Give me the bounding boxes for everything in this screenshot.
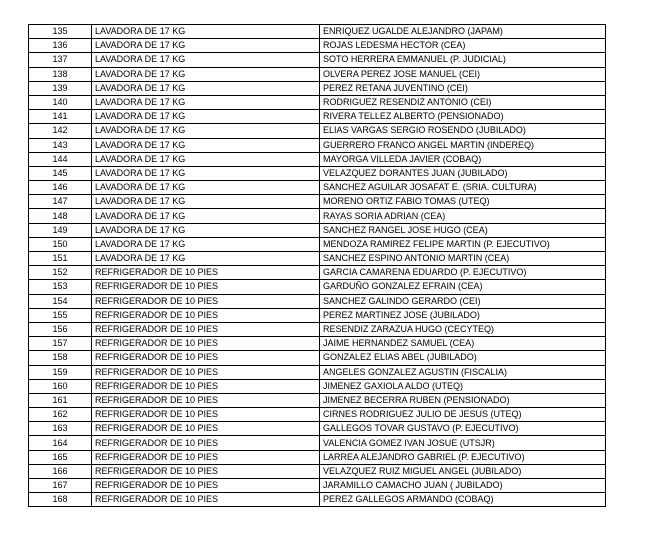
row-item: REFRIGERADOR DE 10 PIES (92, 436, 320, 450)
row-item: LAVADORA DE 17 KG (92, 152, 320, 166)
row-number: 143 (29, 138, 92, 152)
table-row (29, 365, 606, 379)
row-name: SANCHEZ ESPINO ANTONIO MARTIN (CEA) (320, 252, 606, 266)
row-name: ENRIQUEZ UGALDE ALEJANDRO (JAPAM) (320, 25, 606, 39)
row-name: JIMENEZ GAXIOLA ALDO (UTEQ) (320, 379, 606, 393)
row-name: MORENO ORTIZ FABIO TOMAS (UTEQ) (320, 195, 606, 209)
row-item: LAVADORA DE 17 KG (92, 237, 320, 251)
row-name: SANCHEZ RANGEL JOSE HUGO (CEA) (320, 223, 606, 237)
row-item: REFRIGERADOR DE 10 PIES (92, 351, 320, 365)
row-item: REFRIGERADOR DE 10 PIES (92, 408, 320, 422)
row-item: REFRIGERADOR DE 10 PIES (92, 280, 320, 294)
row-item: REFRIGERADOR DE 10 PIES (92, 450, 320, 464)
row-name: RAYAS SORIA ADRIAN (CEA) (320, 209, 606, 223)
row-number: 164 (29, 436, 92, 450)
row-item: REFRIGERADOR DE 10 PIES (92, 393, 320, 407)
row-number: 137 (29, 53, 92, 67)
row-number: 147 (29, 195, 92, 209)
row-number: 139 (29, 81, 92, 95)
row-item: LAVADORA DE 17 KG (92, 223, 320, 237)
table-row (29, 422, 606, 436)
table-row (29, 81, 606, 95)
table-row (29, 209, 606, 223)
row-number: 152 (29, 266, 92, 280)
row-number: 145 (29, 166, 92, 180)
table-row (29, 351, 606, 365)
row-name: VALENCIA GOMEZ IVAN JOSUE (UTSJR) (320, 436, 606, 450)
row-name: CIRNES RODRIGUEZ JULIO DE JESUS (UTEQ) (320, 408, 606, 422)
row-name: GONZALEZ ELIAS ABEL (JUBILADO) (320, 351, 606, 365)
row-item: LAVADORA DE 17 KG (92, 53, 320, 67)
table-row (29, 493, 606, 507)
row-number: 165 (29, 450, 92, 464)
row-name: JARAMILLO CAMACHO JUAN ( JUBILADO) (320, 479, 606, 493)
row-number: 161 (29, 393, 92, 407)
row-item: REFRIGERADOR DE 10 PIES (92, 266, 320, 280)
row-name: MAYORGA VILLEDA JAVIER (COBAQ) (320, 152, 606, 166)
row-item: LAVADORA DE 17 KG (92, 39, 320, 53)
table-row (29, 266, 606, 280)
row-name: PEREZ GALLEGOS ARMANDO (COBAQ) (320, 493, 606, 507)
table-row (29, 181, 606, 195)
row-item: LAVADORA DE 17 KG (92, 195, 320, 209)
row-number: 160 (29, 379, 92, 393)
row-number: 136 (29, 39, 92, 53)
row-number: 151 (29, 252, 92, 266)
row-number: 154 (29, 294, 92, 308)
row-item: REFRIGERADOR DE 10 PIES (92, 379, 320, 393)
row-name: LARREA ALEJANDRO GABRIEL (P. EJECUTIVO) (320, 450, 606, 464)
row-number: 146 (29, 181, 92, 195)
row-number: 166 (29, 464, 92, 478)
row-name: VELAZQUEZ RUIZ MIGUEL ANGEL (JUBILADO) (320, 464, 606, 478)
row-name: ANGELES GONZALEZ AGUSTIN (FISCALIA) (320, 365, 606, 379)
row-name: GARDUÑO GONZALEZ EFRAIN (CEA) (320, 280, 606, 294)
row-item: LAVADORA DE 17 KG (92, 25, 320, 39)
row-item: LAVADORA DE 17 KG (92, 81, 320, 95)
table-row (29, 308, 606, 322)
table-row (29, 67, 606, 81)
row-item: LAVADORA DE 17 KG (92, 252, 320, 266)
row-item: REFRIGERADOR DE 10 PIES (92, 493, 320, 507)
table-row (29, 464, 606, 478)
row-number: 162 (29, 408, 92, 422)
row-name: GALLEGOS TOVAR GUSTAVO (P. EJECUTIVO) (320, 422, 606, 436)
row-item: LAVADORA DE 17 KG (92, 209, 320, 223)
row-item: LAVADORA DE 17 KG (92, 166, 320, 180)
row-number: 158 (29, 351, 92, 365)
row-item: REFRIGERADOR DE 10 PIES (92, 365, 320, 379)
row-number: 140 (29, 95, 92, 109)
row-number: 163 (29, 422, 92, 436)
table-row (29, 95, 606, 109)
row-name: VELAZQUEZ DORANTES JUAN (JUBILADO) (320, 166, 606, 180)
row-name: RODRIGUEZ RESENDIZ ANTONIO (CEI) (320, 95, 606, 109)
row-name: SANCHEZ GALINDO GERARDO (CEI) (320, 294, 606, 308)
row-number: 144 (29, 152, 92, 166)
table-row (29, 252, 606, 266)
table-row (29, 53, 606, 67)
table-row (29, 322, 606, 336)
table-body (29, 25, 606, 507)
table-row (29, 39, 606, 53)
row-name: MENDOZA RAMIREZ FELIPE MARTIN (P. EJECUTIVO) (320, 237, 606, 251)
row-number: 142 (29, 124, 92, 138)
row-item: REFRIGERADOR DE 10 PIES (92, 322, 320, 336)
row-number: 150 (29, 237, 92, 251)
row-item: REFRIGERADOR DE 10 PIES (92, 308, 320, 322)
table-row (29, 223, 606, 237)
row-number: 141 (29, 110, 92, 124)
row-number: 155 (29, 308, 92, 322)
row-number: 138 (29, 67, 92, 81)
row-item: LAVADORA DE 17 KG (92, 95, 320, 109)
row-item: REFRIGERADOR DE 10 PIES (92, 422, 320, 436)
row-item: LAVADORA DE 17 KG (92, 138, 320, 152)
table-row (29, 450, 606, 464)
table-row (29, 294, 606, 308)
row-number: 149 (29, 223, 92, 237)
row-name: PEREZ RETANA JUVENTINO (CEI) (320, 81, 606, 95)
table-row (29, 110, 606, 124)
table-row (29, 195, 606, 209)
row-name: RIVERA TELLEZ ALBERTO (PENSIONADO) (320, 110, 606, 124)
row-item: REFRIGERADOR DE 10 PIES (92, 464, 320, 478)
row-name: GUERRERO FRANCO ANGEL MARTIN (INDEREQ) (320, 138, 606, 152)
row-number: 159 (29, 365, 92, 379)
table-row (29, 280, 606, 294)
table-row (29, 124, 606, 138)
row-name: JAIME HERNANDEZ SAMUEL (CEA) (320, 337, 606, 351)
row-item: REFRIGERADOR DE 10 PIES (92, 294, 320, 308)
table-row (29, 379, 606, 393)
row-item: LAVADORA DE 17 KG (92, 67, 320, 81)
row-number: 168 (29, 493, 92, 507)
row-item: LAVADORA DE 17 KG (92, 181, 320, 195)
row-number: 148 (29, 209, 92, 223)
table-row (29, 166, 606, 180)
table-row (29, 25, 606, 39)
row-item: REFRIGERADOR DE 10 PIES (92, 337, 320, 351)
row-item: LAVADORA DE 17 KG (92, 124, 320, 138)
table-row (29, 237, 606, 251)
row-name: JIMENEZ BECERRA RUBEN (PENSIONADO) (320, 393, 606, 407)
row-number: 156 (29, 322, 92, 336)
table-row (29, 337, 606, 351)
row-name: RESENDIZ ZARAZUA HUGO (CECYTEQ) (320, 322, 606, 336)
row-number: 153 (29, 280, 92, 294)
table-row (29, 436, 606, 450)
table-row (29, 393, 606, 407)
row-number: 135 (29, 25, 92, 39)
row-name: ROJAS LEDESMA HECTOR (CEA) (320, 39, 606, 53)
row-name: ELIAS VARGAS SERGIO ROSENDO (JUBILADO) (320, 124, 606, 138)
row-name: SOTO HERRERA EMMANUEL (P. JUDICIAL) (320, 53, 606, 67)
row-item: REFRIGERADOR DE 10 PIES (92, 479, 320, 493)
table-row (29, 408, 606, 422)
row-name: GARCIA CAMARENA EDUARDO (P. EJECUTIVO) (320, 266, 606, 280)
row-name: PEREZ MARTINEZ JOSE (JUBILADO) (320, 308, 606, 322)
row-item: LAVADORA DE 17 KG (92, 110, 320, 124)
row-name: OLVERA PEREZ JOSE MANUEL (CEI) (320, 67, 606, 81)
row-number: 167 (29, 479, 92, 493)
table-row (29, 138, 606, 152)
table-row (29, 152, 606, 166)
winners-table (28, 24, 606, 507)
row-name: SANCHEZ AGUILAR JOSAFAT E. (SRIA. CULTURA) (320, 181, 606, 195)
row-number: 157 (29, 337, 92, 351)
table-row (29, 479, 606, 493)
